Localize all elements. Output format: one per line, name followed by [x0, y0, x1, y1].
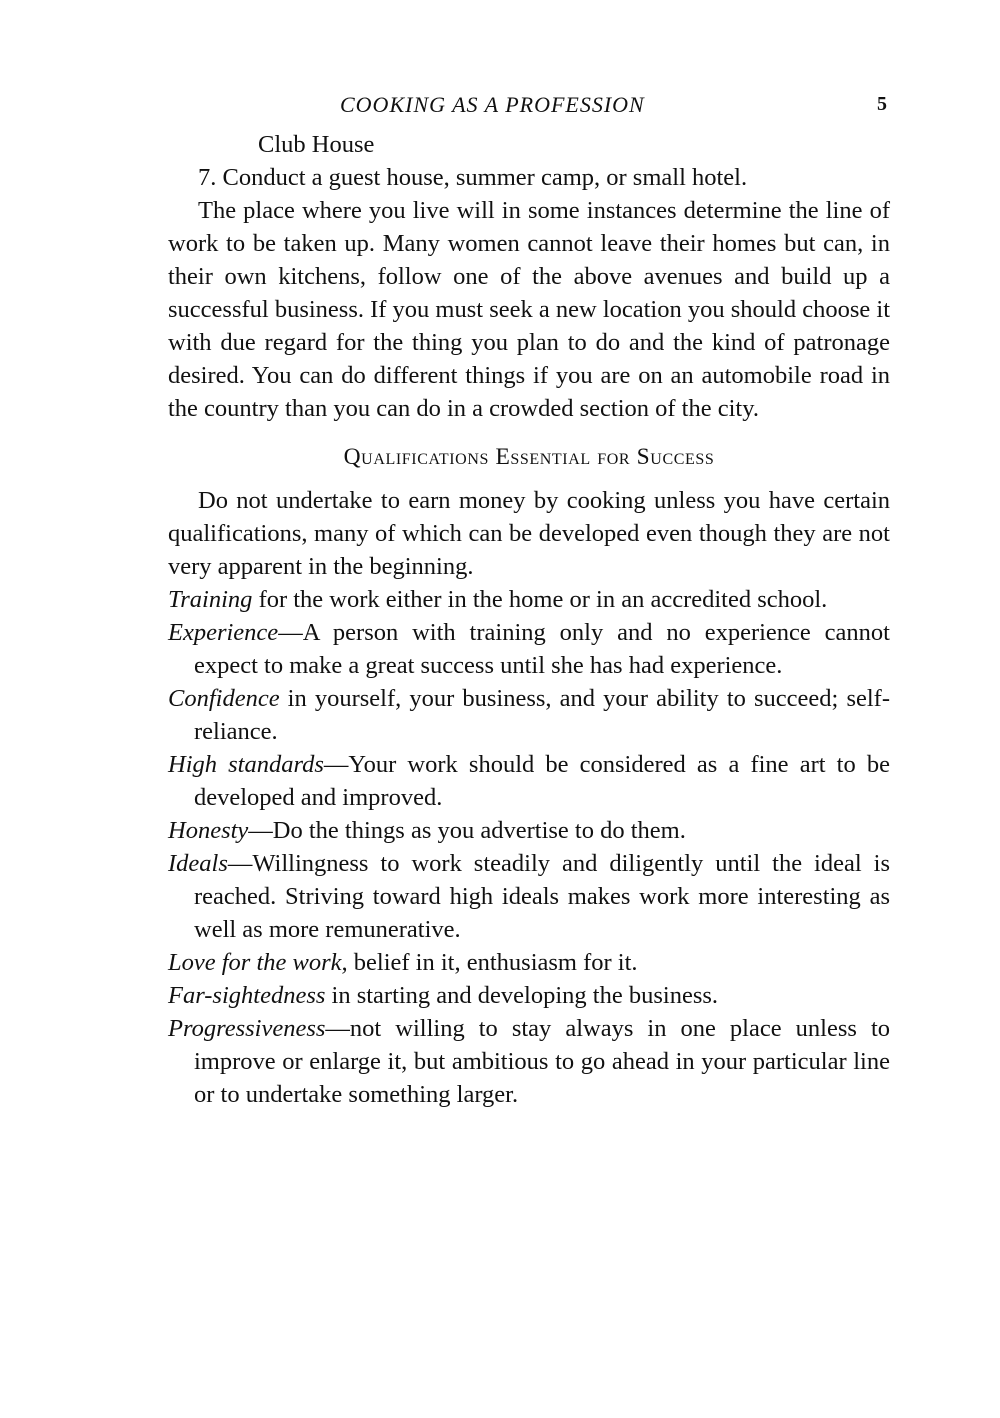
- qualification-term: Ideals: [168, 850, 228, 877]
- qualification-text: for the work either in the home or in an accredited school.: [252, 586, 828, 613]
- qualification-honesty: [168, 814, 890, 847]
- qualification-term: Progressiveness: [168, 1015, 326, 1042]
- qualification-experience: [168, 616, 890, 682]
- qualification-term: Far-sightedness: [168, 982, 326, 1009]
- list-item-7: 7. Conduct a guest house, summer camp, or small hotel.: [198, 164, 748, 191]
- qualification-high-standards: [168, 748, 890, 814]
- qualification-text: belief in it, enthusiasm for it.: [347, 949, 638, 976]
- book-page: [168, 88, 890, 1111]
- qualification-term: Honesty: [168, 817, 249, 844]
- qualification-confidence: [168, 682, 890, 748]
- qualification-term: Confidence: [168, 685, 280, 712]
- qualification-progressiveness: [168, 1012, 890, 1111]
- qualification-term: High standards: [168, 751, 324, 778]
- running-head: [168, 88, 890, 128]
- qualifications-intro: Do not undertake to earn money by cooking unless you have certain qualifications, many of which can be developed even though they are not very apparent in the beginning.: [168, 487, 890, 580]
- page-number: 5: [877, 93, 888, 115]
- qualification-text: —not willing to stay always in one place unless to improve or enlarge it, but ambitious to go ahead in your particular line or to undertake something larger.: [194, 1015, 890, 1108]
- qualification-text: —Do the things as you advertise to do them.: [248, 817, 686, 844]
- qualification-term: Love for the work,: [168, 949, 348, 976]
- qualification-text: —A person with training only and no experience cannot expect to make a great success until she has had experience.: [194, 619, 890, 679]
- qualification-ideals: [168, 847, 890, 946]
- qualification-term: Experience: [168, 619, 279, 646]
- qualification-text: in starting and developing the business.: [325, 982, 719, 1009]
- location-paragraph: The place where you live will in some instances determine the line of work to be taken up. Many women cannot leave their homes but can, in their own kitchens, follow one of the above avenues and build up a successful business. If you must seek a new location you should choose it with due regard for the thing you plan to do and the kind of patronage desired. You can do different things if you are on an automobile road in the country than you can do in a crowded section of the city.: [168, 197, 890, 422]
- qualification-term: Training: [168, 586, 253, 613]
- section-heading: Qualifications Essential for Success: [343, 444, 715, 470]
- qualification-text: —Your work should be considered as a fine art to be developed and improved.: [194, 751, 890, 811]
- qualification-text: —Willingness to work steadily and diligently until the ideal is reached. Striving toward high ideals makes work more interesting as well as more remunerative.: [194, 850, 890, 943]
- qualification-love-for-work: [168, 946, 890, 979]
- club-house-line: Club House: [258, 131, 375, 158]
- running-title: COOKING AS A PROFESSION: [340, 92, 645, 117]
- qualification-training: [168, 583, 890, 616]
- qualification-text: in yourself, your business, and your ability to succeed; self-reliance.: [194, 685, 890, 745]
- qualification-far-sightedness: [168, 979, 890, 1012]
